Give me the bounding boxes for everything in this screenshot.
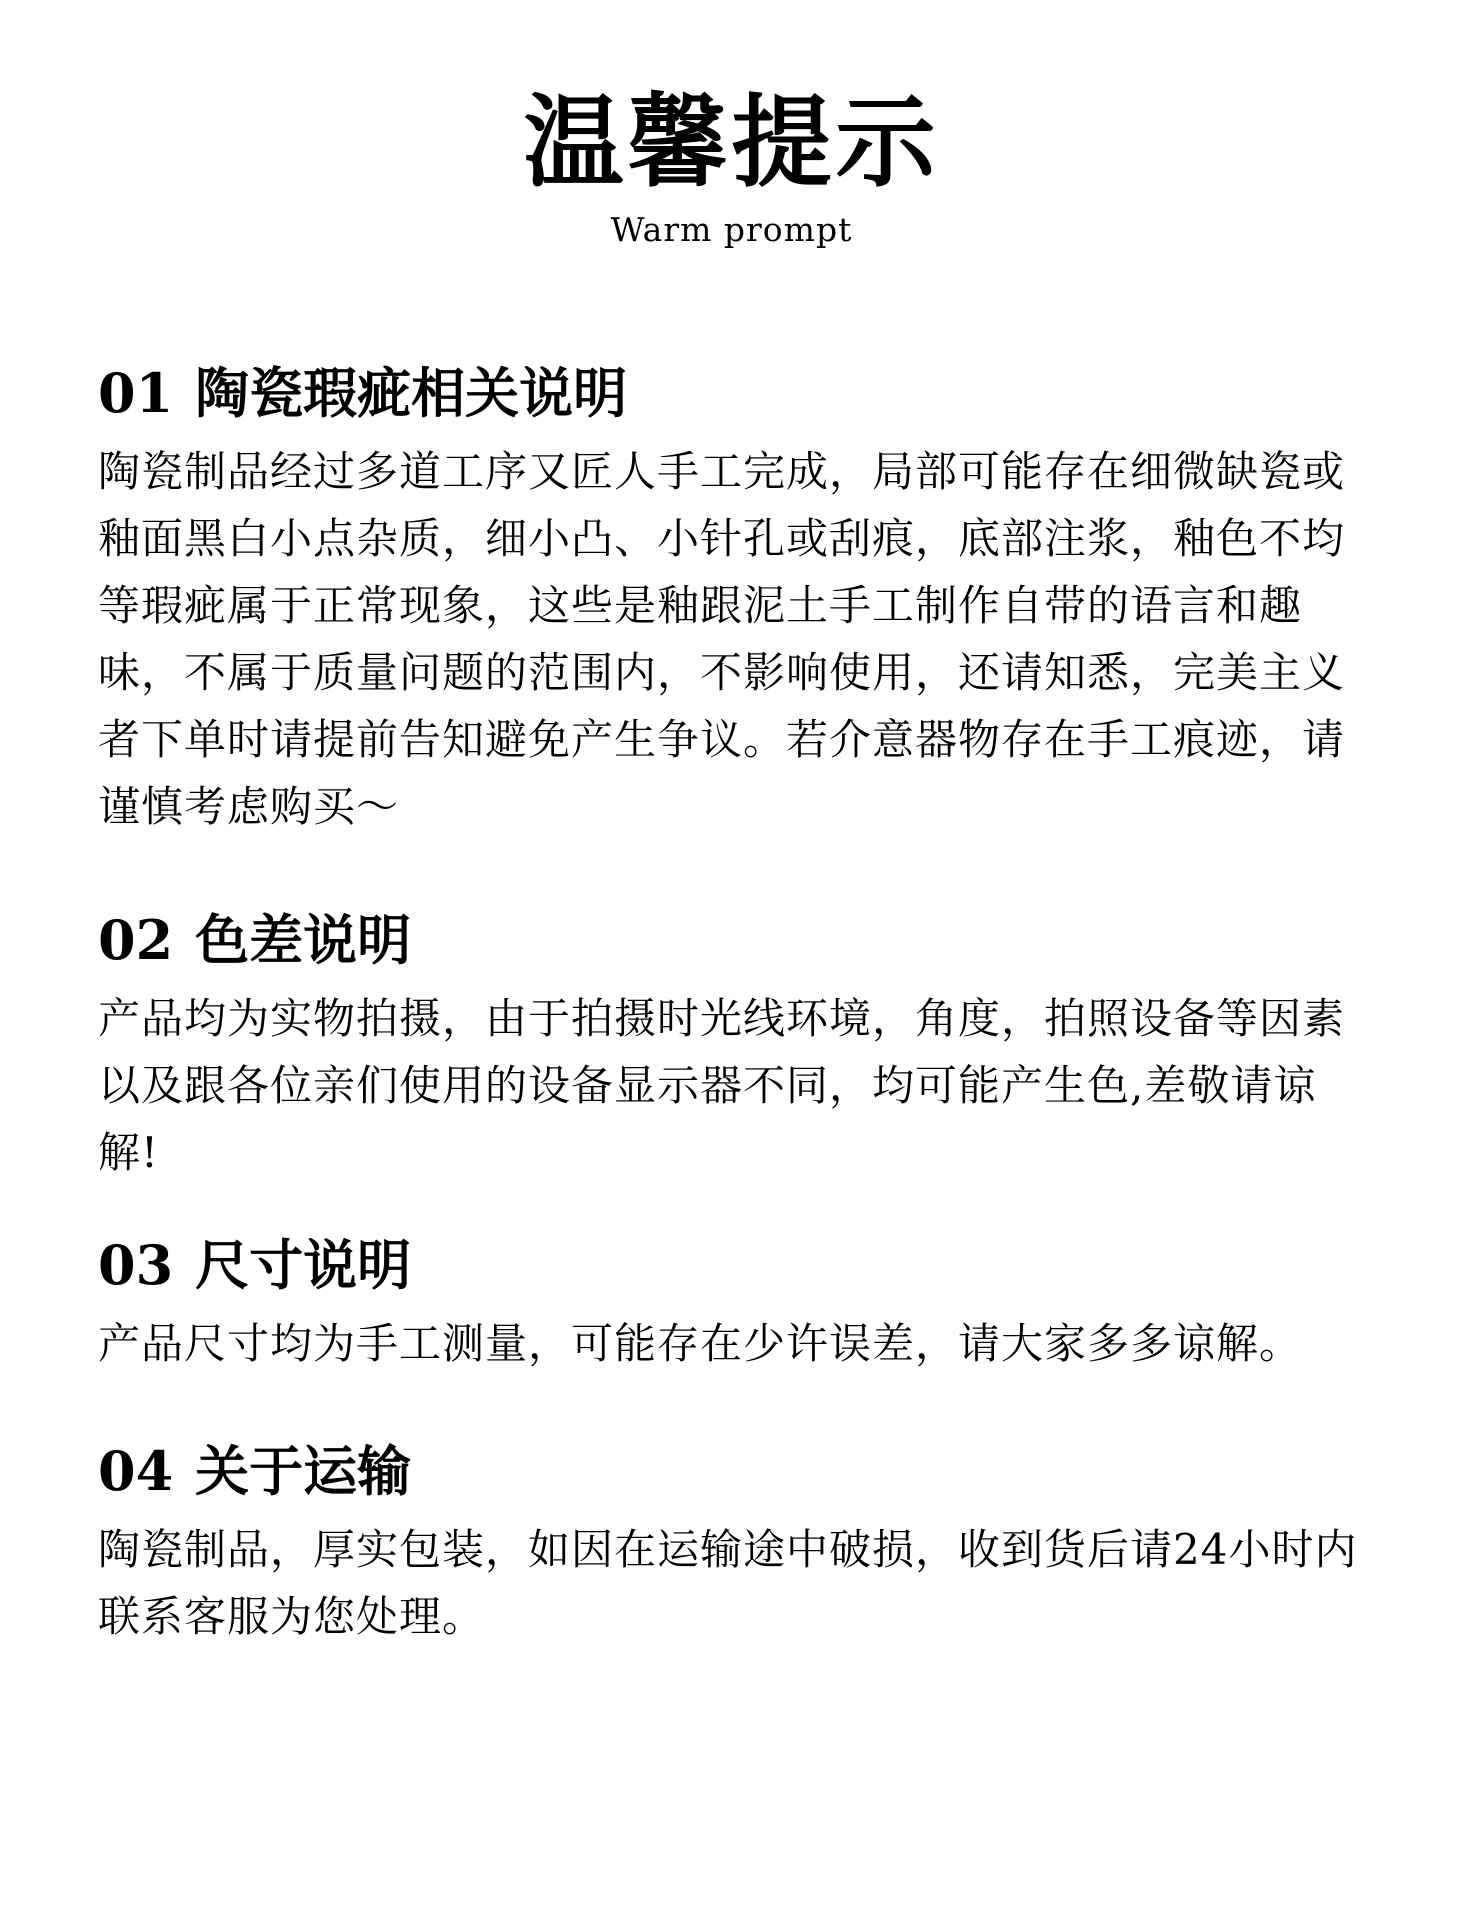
section-shipping <box>98 1436 1368 1650</box>
section-ceramic-flaws <box>98 358 1368 840</box>
section-title: 陶瓷瑕疵相关说明 <box>195 361 628 425</box>
section-heading <box>98 358 1368 428</box>
section-body: 产品尺寸均为手工测量，可能存在少许误差，请大家多多谅解。 <box>98 1319 1303 1368</box>
section-number: 02 <box>98 908 174 972</box>
page-subtitle: Warm prompt <box>610 210 853 249</box>
section-heading <box>98 1436 1368 1506</box>
section-body: 陶瓷制品经过多道工序又匠人手工完成，局部可能存在细微缺瓷或釉面黑白小点杂质，细小凸、小针孔或刮痕，底部注浆，釉色不均等瑕疵属于正常现象，这些是釉跟泥土手工制作自带的语言和趣味，不属于质量问题的范围内，不影响使用，还请知悉，完美主义者下单时请提前告知避免产生争议。若介意器物存在手工痕迹，请谨慎考虑购买～ <box>98 447 1346 831</box>
section-title: 色差说明 <box>195 908 412 972</box>
section-body: 产品均为实物拍摄，由于拍摄时光线环境，角度，拍照设备等因素以及跟各位亲们使用的设备显示器不同，均可能产生色,差敬请谅解! <box>98 994 1346 1177</box>
section-heading <box>98 1230 1368 1300</box>
section-title: 尺寸说明 <box>195 1233 412 1297</box>
page-title: 温馨提示 <box>523 83 940 201</box>
section-size <box>98 1230 1368 1377</box>
section-body: 陶瓷制品，厚实包装，如因在运输途中破损，收到货后请24小时内联系客服为您处理。 <box>98 1525 1358 1641</box>
section-number: 04 <box>98 1439 174 1503</box>
section-number: 01 <box>98 361 174 425</box>
section-color-difference <box>98 905 1368 1186</box>
section-title: 关于运输 <box>195 1439 412 1503</box>
section-heading <box>98 905 1368 975</box>
section-number: 03 <box>98 1233 174 1297</box>
